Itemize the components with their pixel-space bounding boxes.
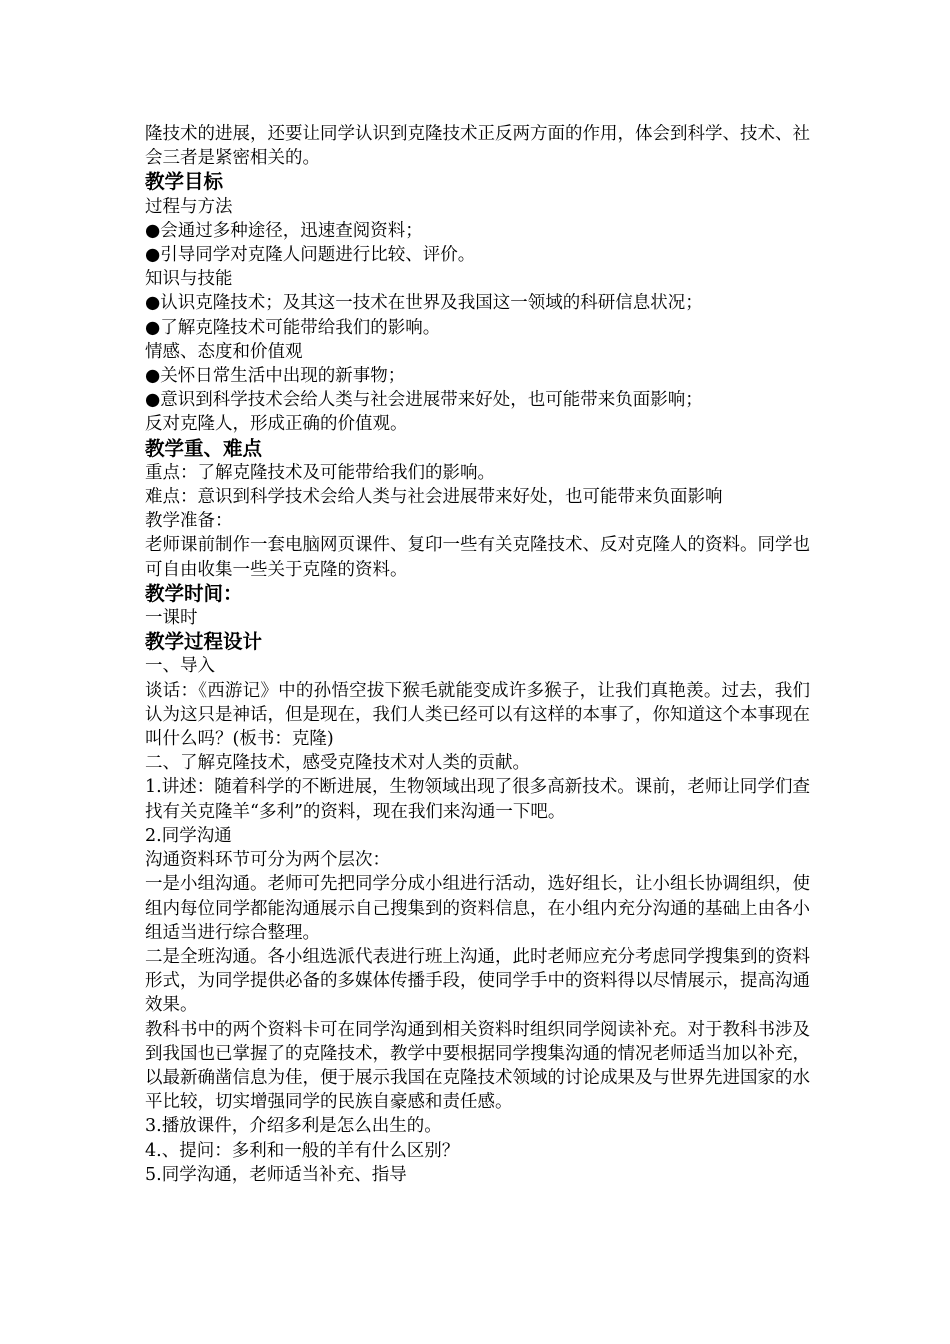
section-paragraph: 教科书中的两个资料卡可在同学沟通到相关资料时组织同学阅读补充。对于教科书涉及到我国也已掌握了的克隆技术，教学中要根据同学搜集沟通的情况老师适当加以补充，以最新确凿信息为佳，便于展示我国在克隆技术领域的讨论成果及与世界先进国家的水平比较，切实增强同学的民族自豪感和责任感。 xyxy=(145,1019,810,1113)
goal-item: 反对克隆人，形成正确的价值观。 xyxy=(145,414,408,435)
intro-paragraph: 隆技术的进展，还要让同学认识到克隆技术正反两方面的作用，体会到科学、技术、社会三者是紧密相关的。 xyxy=(145,124,810,169)
section-paragraph: 2.同学沟通 xyxy=(145,825,232,846)
subheading-emotion-values: 情感、态度和价值观 xyxy=(145,341,303,362)
goal-item: ●意识到科学技术会给人类与社会进展带来好处，也可能带来负面影响； xyxy=(145,390,703,411)
section-paragraph: 4.、提问：多利和一般的羊有什么区别？ xyxy=(145,1140,460,1161)
goal-item: ●关怀日常生活中出现的新事物； xyxy=(145,366,406,387)
section-title: 一、导入 xyxy=(145,656,215,677)
goal-item: ●会通过多种途径，迅速查阅资料； xyxy=(145,220,423,241)
heading-key-difficult: 教学重、难点 xyxy=(145,436,263,460)
heading-teaching-goals: 教学目标 xyxy=(145,170,224,194)
subheading-process-method: 过程与方法 xyxy=(145,196,233,217)
section-paragraph: 1.讲述：随着科学的不断进展，生物领域出现了很多高新技术。课前，老师让同学们查找有关克隆羊“多利”的资料，现在我们来沟通一下吧。 xyxy=(145,777,810,822)
document-page xyxy=(145,122,810,1187)
section-title: 二、了解克隆技术，感受克隆技术对人类的贡献。 xyxy=(145,753,530,774)
heading-teaching-time: 教学时间： xyxy=(145,581,243,605)
prep-text: 老师课前制作一套电脑网页课件、复印一些有关克隆技术、反对克隆人的资料。同学也可自由收集一些关于克隆的资料。 xyxy=(145,535,810,580)
subheading-knowledge-skill: 知识与技能 xyxy=(145,269,233,290)
goal-item: ●认识克隆技术；及其这一技术在世界及我国这一领域的科研信息状况； xyxy=(145,293,703,314)
key-point: 重点：了解克隆技术及可能带给我们的影响。 xyxy=(145,462,495,483)
section-paragraph: 3.播放课件，介绍多利是怎么出生的。 xyxy=(145,1116,442,1137)
section-paragraph: 一是小组沟通。老师可先把同学分成小组进行活动，选好组长，让小组长协调组织，使组内每位同学都能沟通展示自己搜集到的资料信息，在小组内充分沟通的基础上由各小组适当进行综合整理。 xyxy=(145,874,810,943)
prep-label: 教学准备： xyxy=(145,511,233,532)
section-paragraph: 5.同学沟通，老师适当补充、指导 xyxy=(145,1164,407,1185)
goal-item: ●引导同学对克隆人问题进行比较、评价。 xyxy=(145,245,476,266)
section-paragraph: 沟通资料环节可分为两个层次： xyxy=(145,850,390,871)
time-value: 一课时 xyxy=(145,608,198,629)
heading-process-design: 教学过程设计 xyxy=(145,630,263,654)
section-paragraph: 谈话：《西游记》中的孙悟空拔下猴毛就能变成许多猴子，让我们真艳羡。过去，我们认为这只是神话，但是现在，我们人类已经可以有这样的本事了，你知道这个本事现在叫什么吗？(板书：克隆) xyxy=(145,680,810,750)
difficult-point: 难点：意识到科学技术会给人类与社会进展带来好处，也可能带来负面影响 xyxy=(145,487,723,508)
goal-item: ●了解克隆技术可能带给我们的影响。 xyxy=(145,317,441,338)
section-paragraph: 二是全班沟通。各小组选派代表进行班上沟通，此时老师应充分考虑同学搜集到的资料形式，为同学提供必备的多媒体传播手段，使同学手中的资料得以尽情展示，提高沟通效果。 xyxy=(145,946,810,1016)
